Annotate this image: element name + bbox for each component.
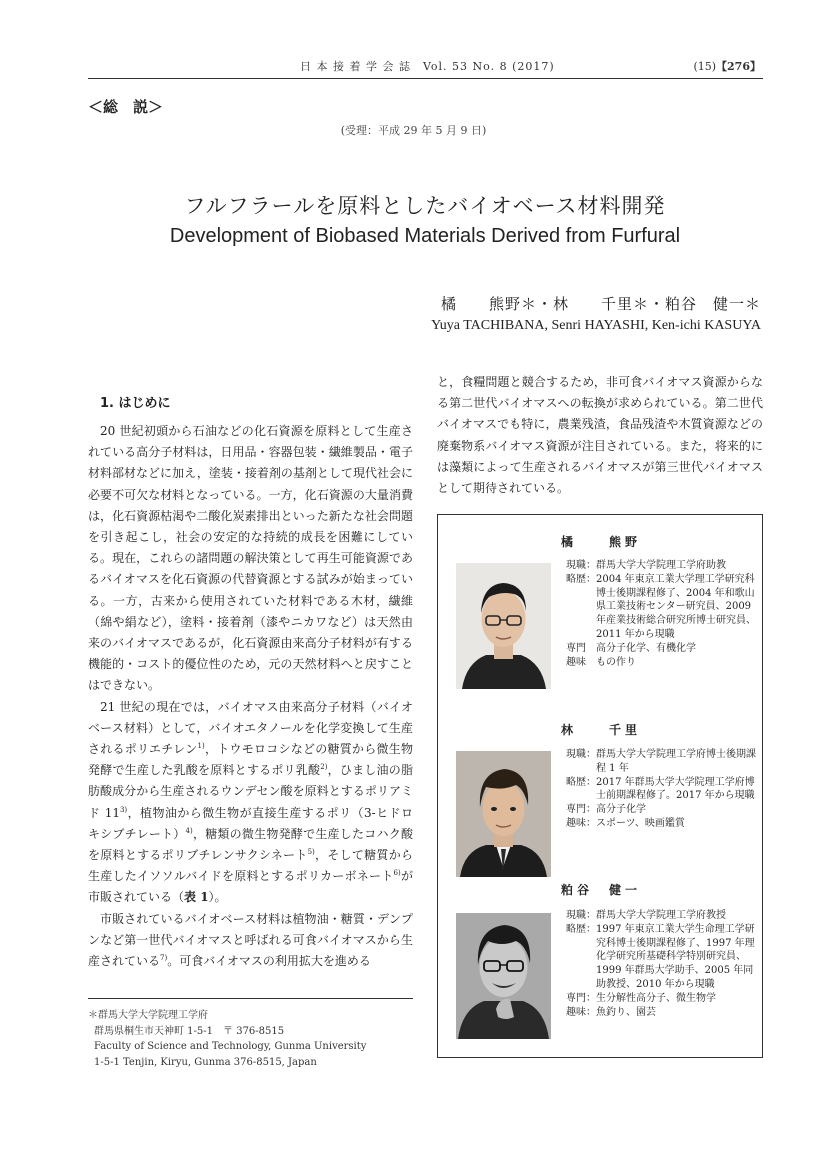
authors-english: Yuya TACHIBANA, Senri HAYASHI, Ken-ichi KASUYA — [431, 318, 761, 333]
bio-name: 橘 熊野 — [560, 535, 641, 549]
citation-ref: 3) — [119, 805, 128, 814]
paragraph-2: 21 世紀の現在では，バイオマス由来高分子材料（バイオベース材料）として，バイオエタノールを化学変換して生産されるポリエチレン$^{1)}$，トウモロコシなどの糖質から微生物発酵で生産した乳酸を原料とするポリ乳酸$^{2)}$，ひまし油の脂肪酸成分から生産されるウンデセン酸を原料とするポリアミド 11$^{3)}$，植物油から微生物が直接生産するポリ（3-ヒドロキシブチレート）$^{4)}$，糖類の微生物発酵で生産したコハク酸を原料とするポリブチレンサクシネート$^{5)}$，そして糖質から生産したイソソルバイドを原料とするポリカーボネート$^{6)}$が市販されている（表 1）。 — [88, 699, 413, 905]
bio-name: 林 千里 — [560, 723, 641, 737]
journal-citation: 日 本 接 着 学 会 誌 Vol. 53 No. 8 (2017) — [300, 60, 555, 73]
citation-ref: 1) — [197, 742, 205, 751]
title-english: Development of Biobased Materials Derived from Furfural — [169, 225, 681, 247]
author-photo — [456, 913, 551, 1039]
body-left-column — [88, 395, 413, 972]
section-heading: 1. はじめに — [100, 396, 171, 411]
citation-ref: 7) — [160, 954, 168, 963]
authors-japanese: 橘 熊野＊・林 千里＊・粕谷 健一＊ — [440, 295, 761, 313]
author-photo — [456, 563, 551, 689]
paragraph-4: と，食糧問題と競合するため，非可食バイオマス資源からなる第二世代バイオマスへの転換が求められている。第二世代バイオマスでも特に，農業残渣，食品残渣や木質資源などの廃棄物系バイオマス資源が注目されている。また，将来的には藻類によって生産されるバイオマスが第三世代バイオマスとして期待されている。 — [437, 375, 763, 496]
section-tag: ＜総 説＞ — [88, 98, 164, 116]
header-rule — [88, 78, 763, 79]
citation-ref: 4) — [185, 826, 193, 835]
author-affiliation-footnote: ＊群馬大学大学院理工学府 群馬県桐生市天神町 1-5-1 〒 376-8515 Faculty of Science and Technology, Gunma University 1-5-1 Tenjin, Kiryu, Gunma 376-8515, Japan — [88, 1010, 367, 1068]
page-number: (15)【276】 — [693, 60, 761, 73]
bio-details: 現職： 群馬大学大学院理工学府助教 略歴： 2004 年東京工業大学理工学研究科博士後期課程修了、2004 年和歌山県工業技術センター研究員、2009 年産業技術総合研究所博士研究員、2011 年から現職 専門 高分子化学、有機化学 趣味 もの作り — [566, 560, 756, 668]
bio-details: 現職： 群馬大学大学院理工学府教授 略歴： 1997 年東京工業大学生命理工学研究科博士後期課程修了、1997 年理化学研究所基礎科学特別研究員、1999 年群馬大学助手、2005 年同助教授、2010 年から現職 専門： 生分解性高分子、微生物学 趣味： 魚釣り、園芸 — [566, 910, 755, 1018]
running-header — [0, 56, 827, 76]
citation-ref: 6) — [393, 869, 401, 878]
paragraph-1: 20 世紀初頭から石油などの化石資源を原料として生産されている高分子材料は，日用品・容器包装・繊維製品・電子材料部材などに加え，塗装・接着剤の基剤として現代社会に必要不可欠な材料となっている。一方，化石資源の大量消費は，化石資源枯渇や二酸化炭素排出といった新たな社会問題を引き起こし，社会の安定的な持続的成長を困難にしている。現在，これらの諸問題の解決策として再生可能資源であるバイオマスを化石資源の代替資源とする試みが始まっている。一方，古来から使用されていた材料である木材，繊維（綿や絹など），塗料・接着剤（漆やニカワなど）は天然由来のバイオマスであるが，化石資源由来高分子材料が有する機能的・コスト的優位性のため，元の天然材料へと戻すことはできない。 — [88, 424, 413, 693]
paragraph-3: 市販されているバイオベース材料は植物油・糖質・デンプンなど第一世代バイオマスと呼ばれる可食バイオマスから生産されている$^{7)}$。可食バイオマスの利用拡大を進める — [88, 911, 413, 969]
author-bio-box — [437, 514, 763, 1058]
footnote-rule — [88, 998, 413, 999]
citation-ref: 5) — [307, 848, 315, 857]
bio-name: 粕谷 健一 — [560, 883, 641, 897]
received-date: (受理：平成 29 年 5 月 9 日) — [340, 124, 487, 137]
title-japanese: フルフラールを原料としたバイオベース材料開発 — [184, 194, 666, 218]
table-ref: 表 1 — [184, 890, 209, 905]
bio-details: 現職： 群馬大学大学院理工学府博士後期課程 1 年 略歴： 2017 年群馬大学大学院理工学府博士前期課程修了。2017 年から現職 専門： 高分子化学 趣味： スポーツ、映画鑑賞 — [566, 749, 756, 829]
body-right-column — [437, 372, 763, 499]
citation-ref: 2) — [320, 763, 328, 772]
author-photo — [456, 751, 551, 877]
